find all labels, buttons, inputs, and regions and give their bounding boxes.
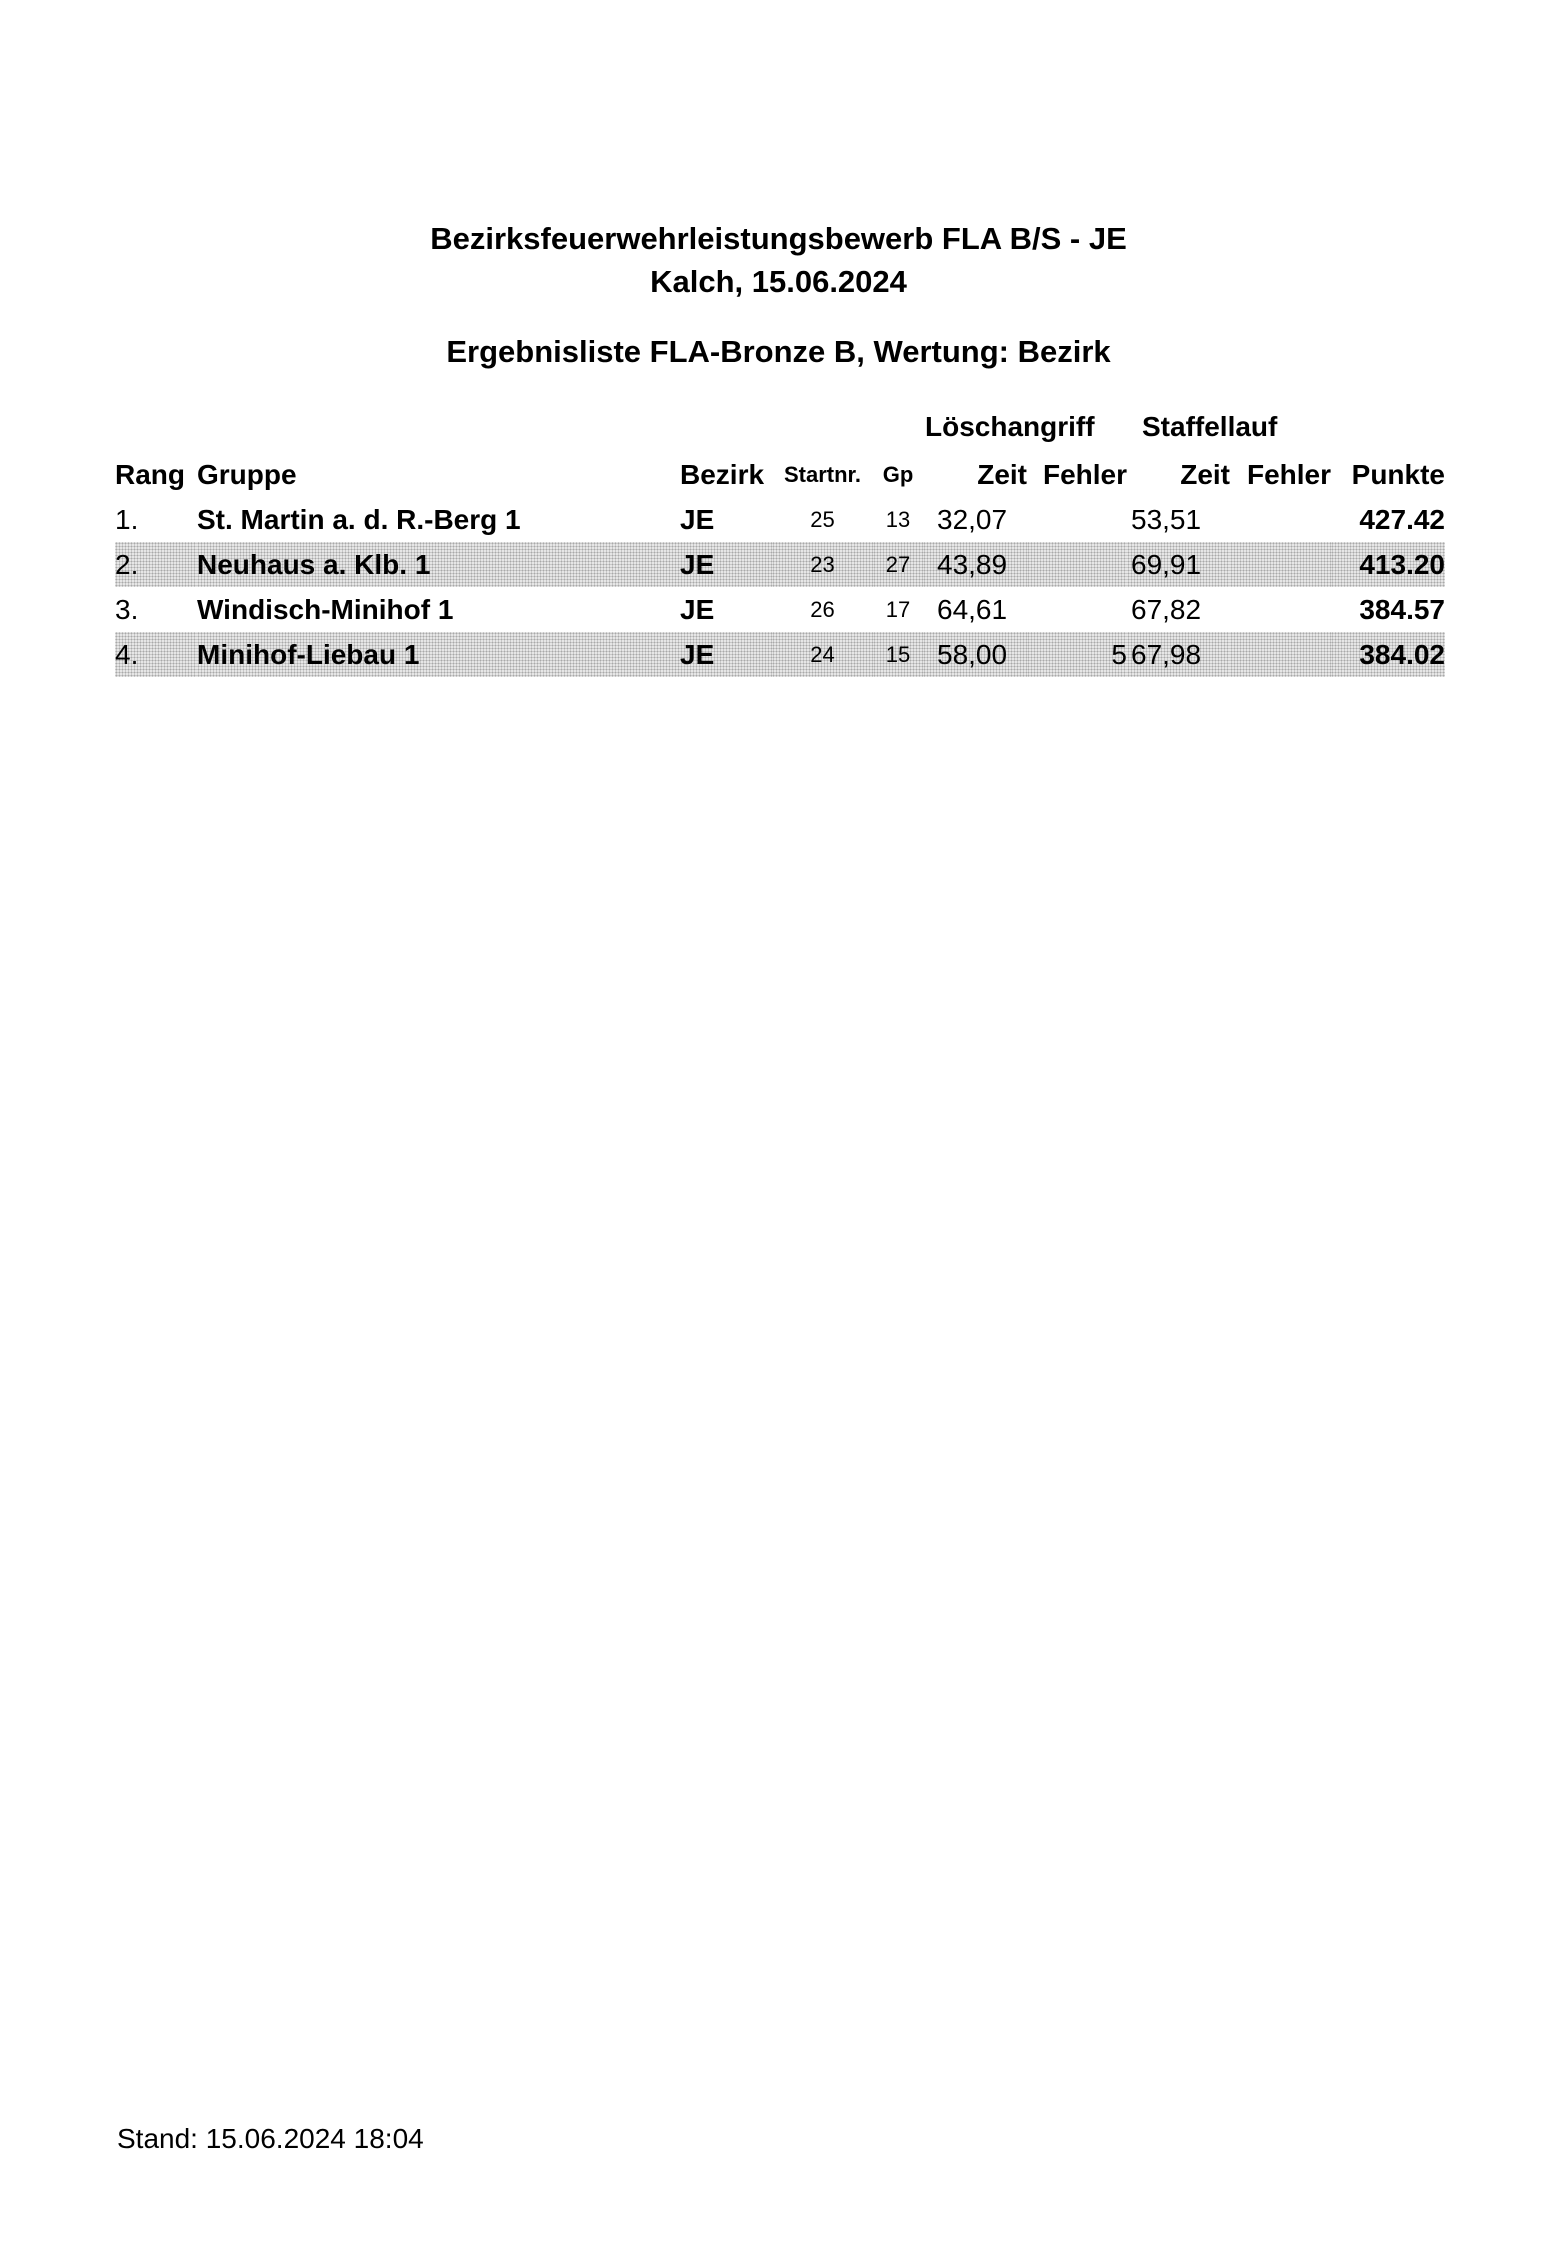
cell-bezirk: JE xyxy=(680,593,715,625)
col-header-bezirk: Bezirk xyxy=(680,458,765,490)
cell-la-zeit: 64,61 xyxy=(937,593,1008,625)
footer-timestamp: Stand: 15.06.2024 18:04 xyxy=(117,2123,424,2154)
cell-gruppe: Minihof-Liebau 1 xyxy=(197,632,680,677)
cell-gruppe: St. Martin a. d. R.-Berg 1 xyxy=(197,503,521,535)
cell-gp: 27 xyxy=(873,542,923,587)
col-header-la-zeit: Zeit xyxy=(977,458,1027,490)
cell-bezirk: JE xyxy=(680,542,772,587)
table-header-row xyxy=(115,452,1445,497)
cell-sl-zeit: 53,51 xyxy=(1131,503,1202,535)
col-header-sl-zeit: Zeit xyxy=(1180,458,1230,490)
cell-bezirk: JE xyxy=(680,632,772,677)
cell-la-zeit: 43,89 xyxy=(923,542,1027,587)
cell-startnr: 23 xyxy=(772,542,873,587)
group-header-staffellauf: Staffellauf xyxy=(1142,411,1278,442)
table-row xyxy=(115,587,1445,632)
cell-la-fehler: 5 xyxy=(1027,632,1127,677)
cell-sl-fehler xyxy=(1230,542,1331,587)
cell-bezirk: JE xyxy=(680,503,715,535)
cell-la-fehler xyxy=(1027,497,1127,542)
cell-punkte: 413.20 xyxy=(1331,542,1445,587)
list-title: Ergebnisliste FLA-Bronze B, Wertung: Bezirk xyxy=(446,334,1111,369)
col-header-punkte: Punkte xyxy=(1351,458,1445,490)
cell-la-fehler xyxy=(1027,542,1127,587)
cell-sl-zeit: 69,91 xyxy=(1127,542,1230,587)
cell-startnr: 26 xyxy=(810,596,835,622)
cell-la-zeit: 58,00 xyxy=(923,632,1027,677)
col-header-startnr: Startnr. xyxy=(783,461,862,487)
col-header-gp: Gp xyxy=(882,461,914,487)
col-header-rang: Rang xyxy=(115,458,185,490)
cell-gruppe: Windisch-Minihof 1 xyxy=(197,593,454,625)
cell-sl-fehler xyxy=(1230,587,1331,632)
table-row xyxy=(115,632,1445,677)
cell-gp: 15 xyxy=(873,632,923,677)
col-header-sl-fehler: Fehler xyxy=(1246,458,1331,490)
cell-startnr: 24 xyxy=(772,632,873,677)
cell-rang: 2. xyxy=(115,542,197,587)
col-header-gruppe: Gruppe xyxy=(197,458,297,490)
cell-sl-zeit: 67,82 xyxy=(1131,593,1202,625)
cell-la-fehler xyxy=(1027,587,1127,632)
group-header-loeschangriff: Löschangriff xyxy=(925,411,1095,442)
col-header-la-fehler: Fehler xyxy=(1042,458,1127,490)
table-row xyxy=(115,497,1445,542)
document-subtitle: Kalch, 15.06.2024 xyxy=(650,264,907,299)
cell-rang: 4. xyxy=(115,632,197,677)
cell-punkte: 384.02 xyxy=(1331,632,1445,677)
cell-la-zeit: 32,07 xyxy=(937,503,1008,535)
document-title: Bezirksfeuerwehrleistungsbewerb FLA B/S - JE xyxy=(430,221,1127,256)
table-row xyxy=(115,542,1445,587)
cell-sl-fehler xyxy=(1230,497,1331,542)
cell-punkte: 384.57 xyxy=(1359,593,1445,625)
cell-gp: 13 xyxy=(885,506,911,532)
cell-gp: 17 xyxy=(885,596,911,622)
results-table xyxy=(115,452,1445,677)
cell-sl-zeit: 67,98 xyxy=(1127,632,1230,677)
cell-rang: 1. xyxy=(115,503,139,535)
cell-rang: 3. xyxy=(115,593,139,625)
cell-sl-fehler xyxy=(1230,632,1331,677)
cell-startnr: 25 xyxy=(810,506,835,532)
cell-gruppe: Neuhaus a. Klb. 1 xyxy=(197,542,680,587)
cell-punkte: 427.42 xyxy=(1359,503,1445,535)
